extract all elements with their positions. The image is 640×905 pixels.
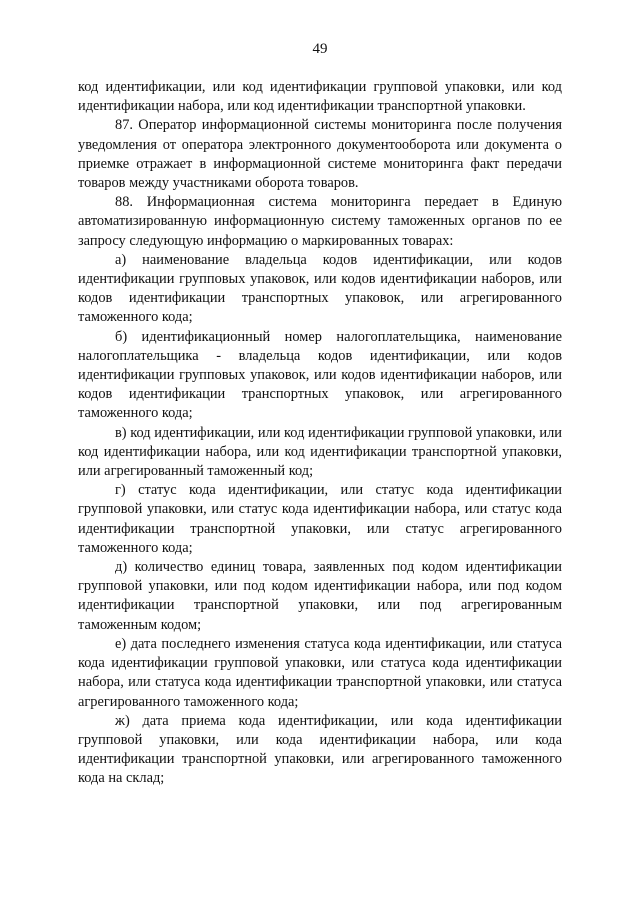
subitem-b: б) идентификационный номер налогоплательщика, наименование налогоплательщика - владельца кодов идентификации, или кодов идентификации групповых упаковок, или кодов идентификации наборов, или кодов идентификации транспортных упаковок, или агрегированного таможенного кода; xyxy=(78,328,562,422)
document-body xyxy=(78,78,562,789)
paragraph-item-88: 88. Информационная система мониторинга передает в Единую автоматизированную информационную систему таможенных органов по ее запросу следующую информацию о маркированных товарах: xyxy=(78,194,562,249)
subitem-zh: ж) дата приема кода идентификации, или кода идентификации групповой упаковки, или кода идентификации набора, или кода идентификации транспортной упаковки, или агрегированного таможенного кода на склад; xyxy=(78,712,562,787)
subitem-v: в) код идентификации, или код идентификации групповой упаковки, или код идентификации набора, или код идентификации транспортной упаковки, или агрегированный таможенный код; xyxy=(78,424,562,480)
page-number: 49 xyxy=(312,41,328,57)
subitem-d: д) количество единиц товара, заявленных под кодом идентификации групповой упаковки, или под кодом идентификации набора, или под кодом идентификации транспортной упаковки, или под агрегированным таможенным кодом; xyxy=(78,559,562,633)
subitem-e: е) дата последнего изменения статуса кода идентификации, или статуса кода идентификации групповой упаковки, или статуса кода идентификации набора, или статуса кода идентификации транспортной упаковки, или статуса агрегированного таможенного кода; xyxy=(78,635,562,710)
subitem-a: а) наименование владельца кодов идентификации, или кодов идентификации групповых упаковок, или кодов идентификации наборов, или кодов идентификации транспортных упаковок, или агрегированного таможенного кода; xyxy=(78,251,562,326)
subitem-g: г) статус кода идентификации, или статус кода идентификации групповой упаковки, или статус кода идентификации набора, или статус кода идентификации транспортной упаковки, или статус агрегированного таможенного кода; xyxy=(78,482,562,556)
paragraph-item-87: 87. Оператор информационной системы мониторинга после получения уведомления от оператора электронного документооборота или документа о приемке отражает в информационной системе мониторинга факт передачи товаров между участниками оборота товаров. xyxy=(78,117,562,192)
paragraph-continuation: код идентификации, или код идентификации групповой упаковки, или код идентификации набора, или код идентификации транспортной упаковки. xyxy=(78,79,562,115)
